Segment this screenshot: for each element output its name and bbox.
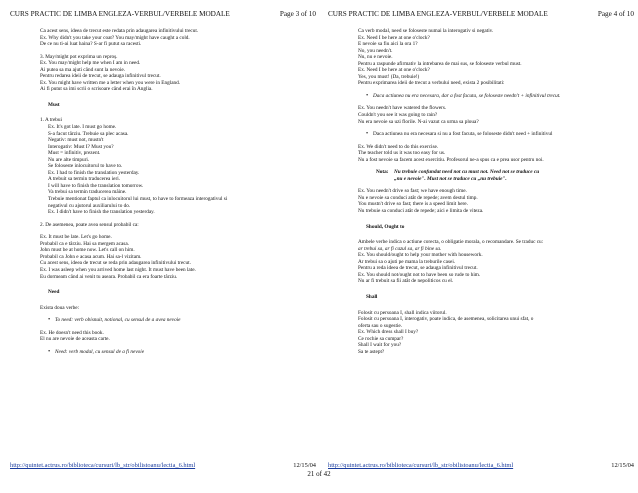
text-line: You mustn't drive so fast; there is a speed limit here. [358, 201, 468, 208]
text-line: Ca verb modal, need se foloseste numai la interogativ si negativ. [358, 28, 494, 34]
page-footer [328, 462, 634, 469]
text-line: Ex. Which dress shall I buy? [358, 329, 419, 336]
page-number: 21 of 42 [307, 470, 331, 478]
text-line: 1. A trebui [40, 117, 63, 124]
text-line: Yes, you must! (Da, trebuie!) [358, 73, 420, 80]
footer-url-link[interactable]: http://quintet.actrus.ro/biblioteca/cursuri/lb_str/obilistoanu/lectia_6.html [10, 462, 196, 469]
text-line: Ex. You may/might help me when I am in need. [40, 60, 141, 67]
text-line: Ex. I was asleep when you arrived home last night. It must have been late. [40, 266, 196, 273]
header-page: Page 4 of 10 [597, 10, 634, 18]
text-line: Ar trebui sa o ajuti pe mama la treburile casei. [358, 258, 456, 265]
note-block [328, 169, 632, 182]
text-line: Nu era nevoie sa uzi florile. N-ai vazut ca urma sa ploua? [358, 118, 479, 125]
text-line: Ex. You needn't have watered the flowers. [358, 105, 447, 112]
text-line: 3. May/might pot exprima un reproș. [40, 53, 118, 60]
text-line: El nu are nevoie de aceasta carte. [40, 336, 110, 343]
text-line: Ex. We didn't need to do this exercise. [358, 143, 439, 150]
text-line: Ex. I had to finish the translation yesterday. [48, 169, 140, 176]
text-line: Se foloseste inlocuitorul to have to. [48, 163, 123, 170]
text-line: Couldn't you see it was going to rain? [358, 112, 438, 119]
text-line: Pentru a reda ideea de trecut, se adauga infinitivul trecut. [358, 265, 478, 272]
text-line: Ex. Need I be here at one o'clock? [358, 34, 430, 41]
text-line: Nu e nevoie sa conduci atât de repede; avem destul timp. [358, 194, 478, 201]
text-line: Nu a fost nevoie sa facem acest exercitiu. Profesorul ne-a spus ca e prea usor pentru noi. [358, 156, 544, 163]
text-line: Sa te astept? [358, 348, 385, 355]
text-line: Ex. You needn't drive so fast; we have enough time. [358, 188, 467, 195]
text-line: Nu are alte timpuri. [48, 156, 90, 163]
text-line: Nu trebuie sa conduci atât de repede; aici e limita de viteza. [358, 208, 484, 215]
text-line: Must = infinitiv, prezent. [48, 150, 101, 157]
footer-url-link[interactable]: http://quintet.actrus.ro/biblioteca/cursuri/lb_str/obilistoanu/lectia_6.html [328, 462, 514, 469]
text-line: ar trebui sa, ar fi cazul sa, ar fi bine sa. [358, 245, 442, 252]
text-line: Ambele verbe indica o actiune corecta, o obligatie morala, o recomandare. Se traduc cu: [358, 239, 544, 246]
text-line: Ex. He doesn't need this book. [40, 329, 104, 336]
page-header [10, 10, 316, 18]
text-line: Ex. Need I be here at one o'clock? [358, 67, 430, 74]
bullet-item: • To need: verb obisnuit, notional, cu sensul de a avea nevoie [10, 317, 314, 324]
text-line: Ex. I didn't have to finish the translation yesterday. [48, 209, 155, 216]
text-line: Nu ar fi trebuit sa fii atât de nepoliticos cu el. [358, 278, 454, 285]
text-line: E nevoie sa fiu aici la ora 1? [358, 41, 418, 48]
text-line: John must be at home now. Let's call on him. [40, 247, 135, 254]
text-line: The teacher told us it was too easy for us. [358, 150, 446, 157]
text-line: Exista doua verbe: [40, 304, 80, 311]
text-line: Trebuie mentionat faptul ca inlocuitorul lui must, to have to formeaza interogativul si [48, 196, 228, 203]
footer-date: 12/15/04 [293, 462, 316, 469]
section-heading-need: Need [48, 289, 60, 296]
text-line: Ex. Why didn't you take your coat? You may/might have caught a cold. [40, 34, 190, 41]
text-line: De ce nu ti-ai luat haina? S-ar fi putut sa racesti. [40, 41, 142, 48]
text-line: oferta sau o sugestie. [358, 322, 403, 329]
bullet-item: • Daca actiunea nu era necesara si nu a fost facuta, se foloseste didn't need + infinitivul [328, 131, 632, 138]
text-line: Pentru exprimarea ideii de trecut a verbului need, exista 2 posibilitati: [358, 80, 505, 87]
text-line: Folosit cu persoana I, shall indica viitorul. [358, 309, 447, 316]
text-line: No, you needn't. [358, 47, 393, 54]
text-line: Negativ: must not, mustn't [48, 137, 104, 144]
note-text: „nu e nevoie". Must not se traduce cu „nu trebuie". [394, 175, 507, 182]
section-heading-should: Should, Ought to [366, 223, 405, 230]
text-line: Interogativ: Must I? Must you? [48, 143, 114, 150]
text-line: Ce rochie sa cumpar? [358, 335, 404, 342]
text-line: Ca acest sens, ideea de trecut este redata prin adaugarea infinitivului trecut. [40, 28, 199, 34]
text-line: Probabil ca e târziu. Hai sa mergem acasa. [40, 240, 129, 247]
text-line: S-a facut târziu. Trebuie sa plec acasa. [48, 130, 129, 137]
right-page [320, 0, 636, 470]
text-line: Ex. It's got late. I must go home. [48, 124, 117, 131]
text-line: 2. De asemenea, poate avea sensul probabil ca: [40, 221, 139, 228]
text-line: Shall I wait for you? [358, 342, 402, 349]
header-title: CURS PRACTIC DE LIMBA ENGLEZA-VERBUL/VERBELE MODALE [10, 10, 230, 18]
page-footer [10, 462, 316, 469]
text-line: Probabil ca John e acasa acum. Hai sa-l vizitam. [40, 253, 142, 260]
text-line: Eu dormeam când ai venit tu aseara. Probabil ca era foarte târziu. [40, 273, 178, 280]
bullet-item: • Daca actiunea nu era necesara, dar a fost facuta, se foloseste needn't + infinitivul trecut. [328, 93, 632, 100]
note-text: Nu trebuie confundat need not cu must not. Need not se traduce cu [394, 169, 540, 176]
text-line: Ex. It must be late. Let's go home. [40, 234, 112, 241]
text-line: negativul cu ajutorul auxiliarului to do. [48, 202, 131, 209]
footer-date: 12/15/04 [611, 462, 634, 469]
text-line: A trebuit sa termin traducerea ieri. [48, 176, 121, 183]
header-page: Page 3 of 10 [279, 10, 316, 18]
note-label: Nota: [376, 169, 389, 176]
page-header [328, 10, 634, 18]
page-content [328, 28, 632, 355]
text-line: Nu, nu e nevoie. [358, 54, 393, 61]
text-line: I will have to finish the translation tomorrow. [48, 182, 144, 189]
text-line: Va trebui sa termin traducerea mâine. [48, 189, 127, 196]
text-line: Pentru redarea ideii de trecut, se adauga infinitivul trecut. [40, 73, 161, 80]
left-page [2, 0, 318, 470]
text-line: Ai fi putut sa imi scrii o scrisoare când erai în Anglia. [40, 86, 153, 93]
text-line: Ex. You should not/ought not to have been so rude to him. [358, 271, 481, 278]
text-line: Pentru a raspunde afirmativ la intrebarea de mai sus, se foloseste verbul must. [358, 60, 522, 67]
text-line: Cu acest sens, ideea de trecut se reda prin adaugarea infinitivului trecut. [40, 260, 191, 267]
header-title: CURS PRACTIC DE LIMBA ENGLEZA-VERBUL/VERBELE MODALE [328, 10, 548, 18]
page-content [10, 28, 314, 355]
text-line: Ex. You should/ought to help your mother with housework. [358, 252, 483, 259]
text-line: Folosit cu persoana I, interogativ, poate indica, de asemenea, solicitarea unui sfat, o [358, 316, 534, 323]
text-line: Ai putea sa ma ajuti când sunt la nevoie. [40, 66, 125, 73]
section-heading-shall: Shall [366, 293, 378, 300]
text-line: Ex. You might have written me a letter when you were in England. [40, 79, 181, 86]
bullet-item: • Need: verb modal, cu sensul de a fi nevoie [10, 349, 314, 356]
section-heading-must: Must [48, 101, 60, 108]
